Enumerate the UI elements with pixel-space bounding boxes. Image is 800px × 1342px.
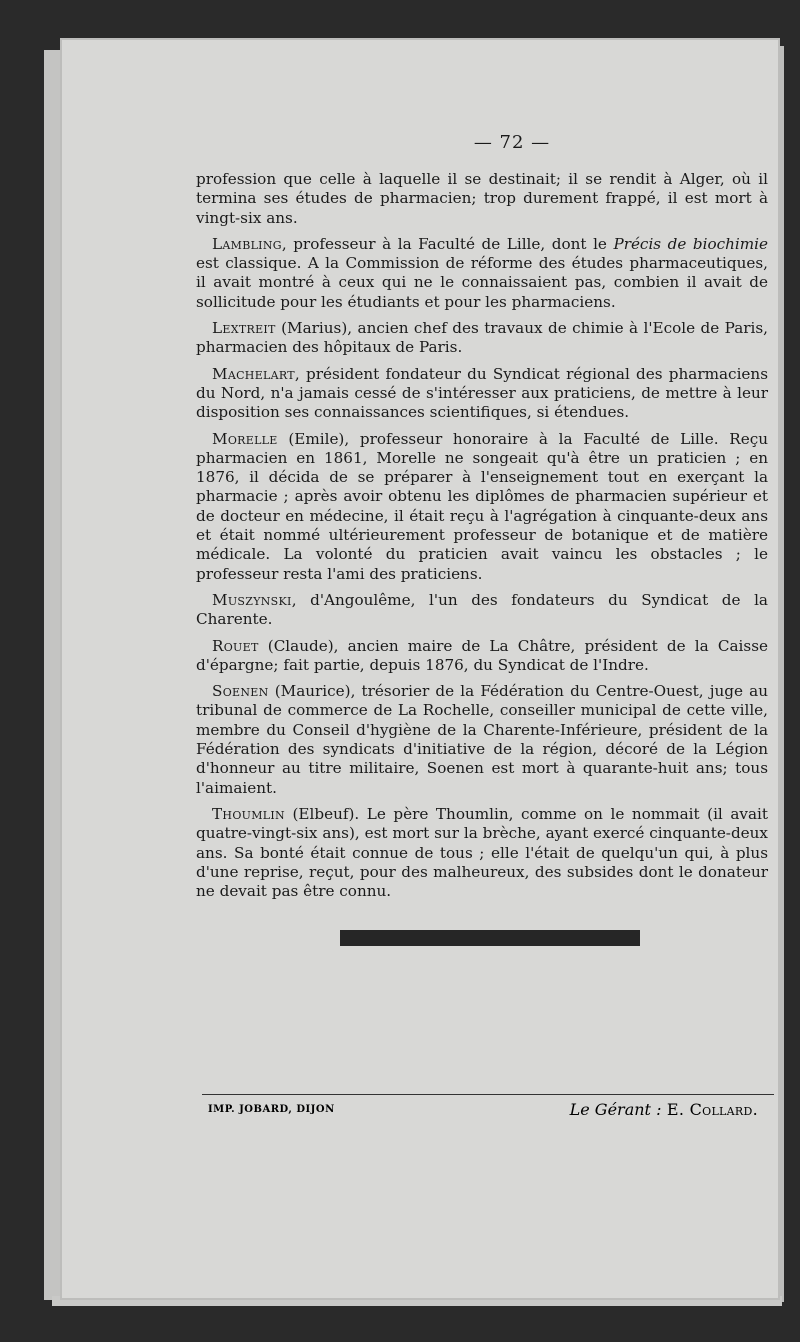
paragraph-text: , professeur à la Faculté de Lille, dont le (281, 234, 614, 253)
gerant-signature (522, 1100, 758, 1119)
paragraph-text: est classique. A la Commission de réforme des études pharmaceutiques, il avait montré à ceux qui ne le connaissaient pas, combien il avait de sollicitude pour les étudiants et pour les pharmaciens. (196, 254, 768, 311)
printer-imprint: IMP. JOBARD, DIJON (208, 1104, 335, 1115)
paragraph-machelart (196, 365, 768, 423)
paragraph-lambling (196, 235, 768, 312)
entry-name: Machelart (212, 364, 295, 383)
entry-name: Soenen (212, 682, 269, 701)
page-edge-left (44, 50, 62, 1300)
paragraph-text: (Marius), ancien chef des travaux de chimie à l'Ecole de Paris, pharmacien des hôpitaux de Paris. (196, 319, 768, 357)
document-page (62, 40, 778, 1298)
paragraph-lextreit (196, 319, 768, 358)
paragraph-text: , d'Angoulême, l'un des fondateurs du Syndicat de la Charente. (196, 590, 768, 629)
decorative-black-bar (340, 930, 640, 946)
page-number: — 72 — (473, 132, 551, 153)
entry-name: Rouet (212, 636, 259, 655)
paragraph-text: (Elbeuf). Le père Thoumlin, comme on le nommait (il avait quatre-vingt-six ans), est mort sur la brèche, ayant exercé cinquante-deux ans. Sa bonté était connue de tous ; elle l'était de quelqu'un qui, à plus d'une reprise, reçut, pour des malheureux, des subsides dont le donateur ne devait pas être connu. (196, 804, 768, 901)
paragraph-text: (Claude), ancien maire de La Châtre, président de la Caisse d'épargne; fait partie, depuis 1876, du Syndicat de l'Indre. (196, 636, 768, 674)
entry-name: Muszynski (212, 590, 292, 609)
paragraph-text: , président fondateur du Syndicat régional des pharmaciens du Nord, n'a jamais cessé de s'intéresser aux praticiens, de mettre à leur disposition ses connaissances scientifiques, si étendues. (196, 364, 768, 422)
gerant-label: Le Gérant : (569, 1100, 662, 1119)
paragraph-text: (Emile), professeur honoraire à la Faculté de Lille. Reçu pharmacien en 1861, Morelle ne songeait qu'à être un praticien ; en 1876, il décida de se préparer à l'enseignement tout en exerçant la pharmacie ; après avoir obtenu les diplômes de pharmacien supérieur et de docteur en médecine, il était reçu à l'agrégation à cinquante-deux ans et était nommé ultérieurement professeur de botanique et de matière médicale. La volonté du praticien avait vaincu les obstacles ; le professeur resta l'ami des praticiens. (196, 429, 768, 583)
paragraph-soenen (196, 682, 768, 798)
entry-name: Morelle (212, 429, 278, 448)
paragraph-muszynski (196, 591, 768, 630)
book-title: Précis de biochimie (613, 234, 769, 253)
body-text (196, 170, 768, 908)
footer-rule (202, 1094, 774, 1095)
entry-name: Lambling (212, 234, 282, 253)
paragraph-rouet (196, 637, 768, 676)
paragraph-morelle (196, 430, 768, 584)
paragraph-text: (Maurice), trésorier de la Fédération du Centre-Ouest, juge au tribunal de commerce de La Rochelle, conseiller municipal de cette ville, membre du Conseil d'hygiène de la Charente-Inférieure, président de la Fédération des syndicats d'initiative de la région, décoré de la Légion d'honneur au titre militaire, Soenen est mort à quarante-huit ans; tous l'aimaient. (196, 682, 768, 797)
paragraph-thoumlin (196, 805, 768, 901)
gerant-name: E. Collard. (661, 1100, 758, 1119)
entry-name: Lextreit (212, 319, 276, 338)
entry-name: Thoumlin (212, 804, 285, 823)
paragraph-continuation (196, 170, 768, 228)
paragraph-text: profession que celle à laquelle il se destinait; il se rendit à Alger, où il termina ses études de pharmacien; trop durement frappé, il est mort à vingt-six ans. (196, 170, 768, 227)
